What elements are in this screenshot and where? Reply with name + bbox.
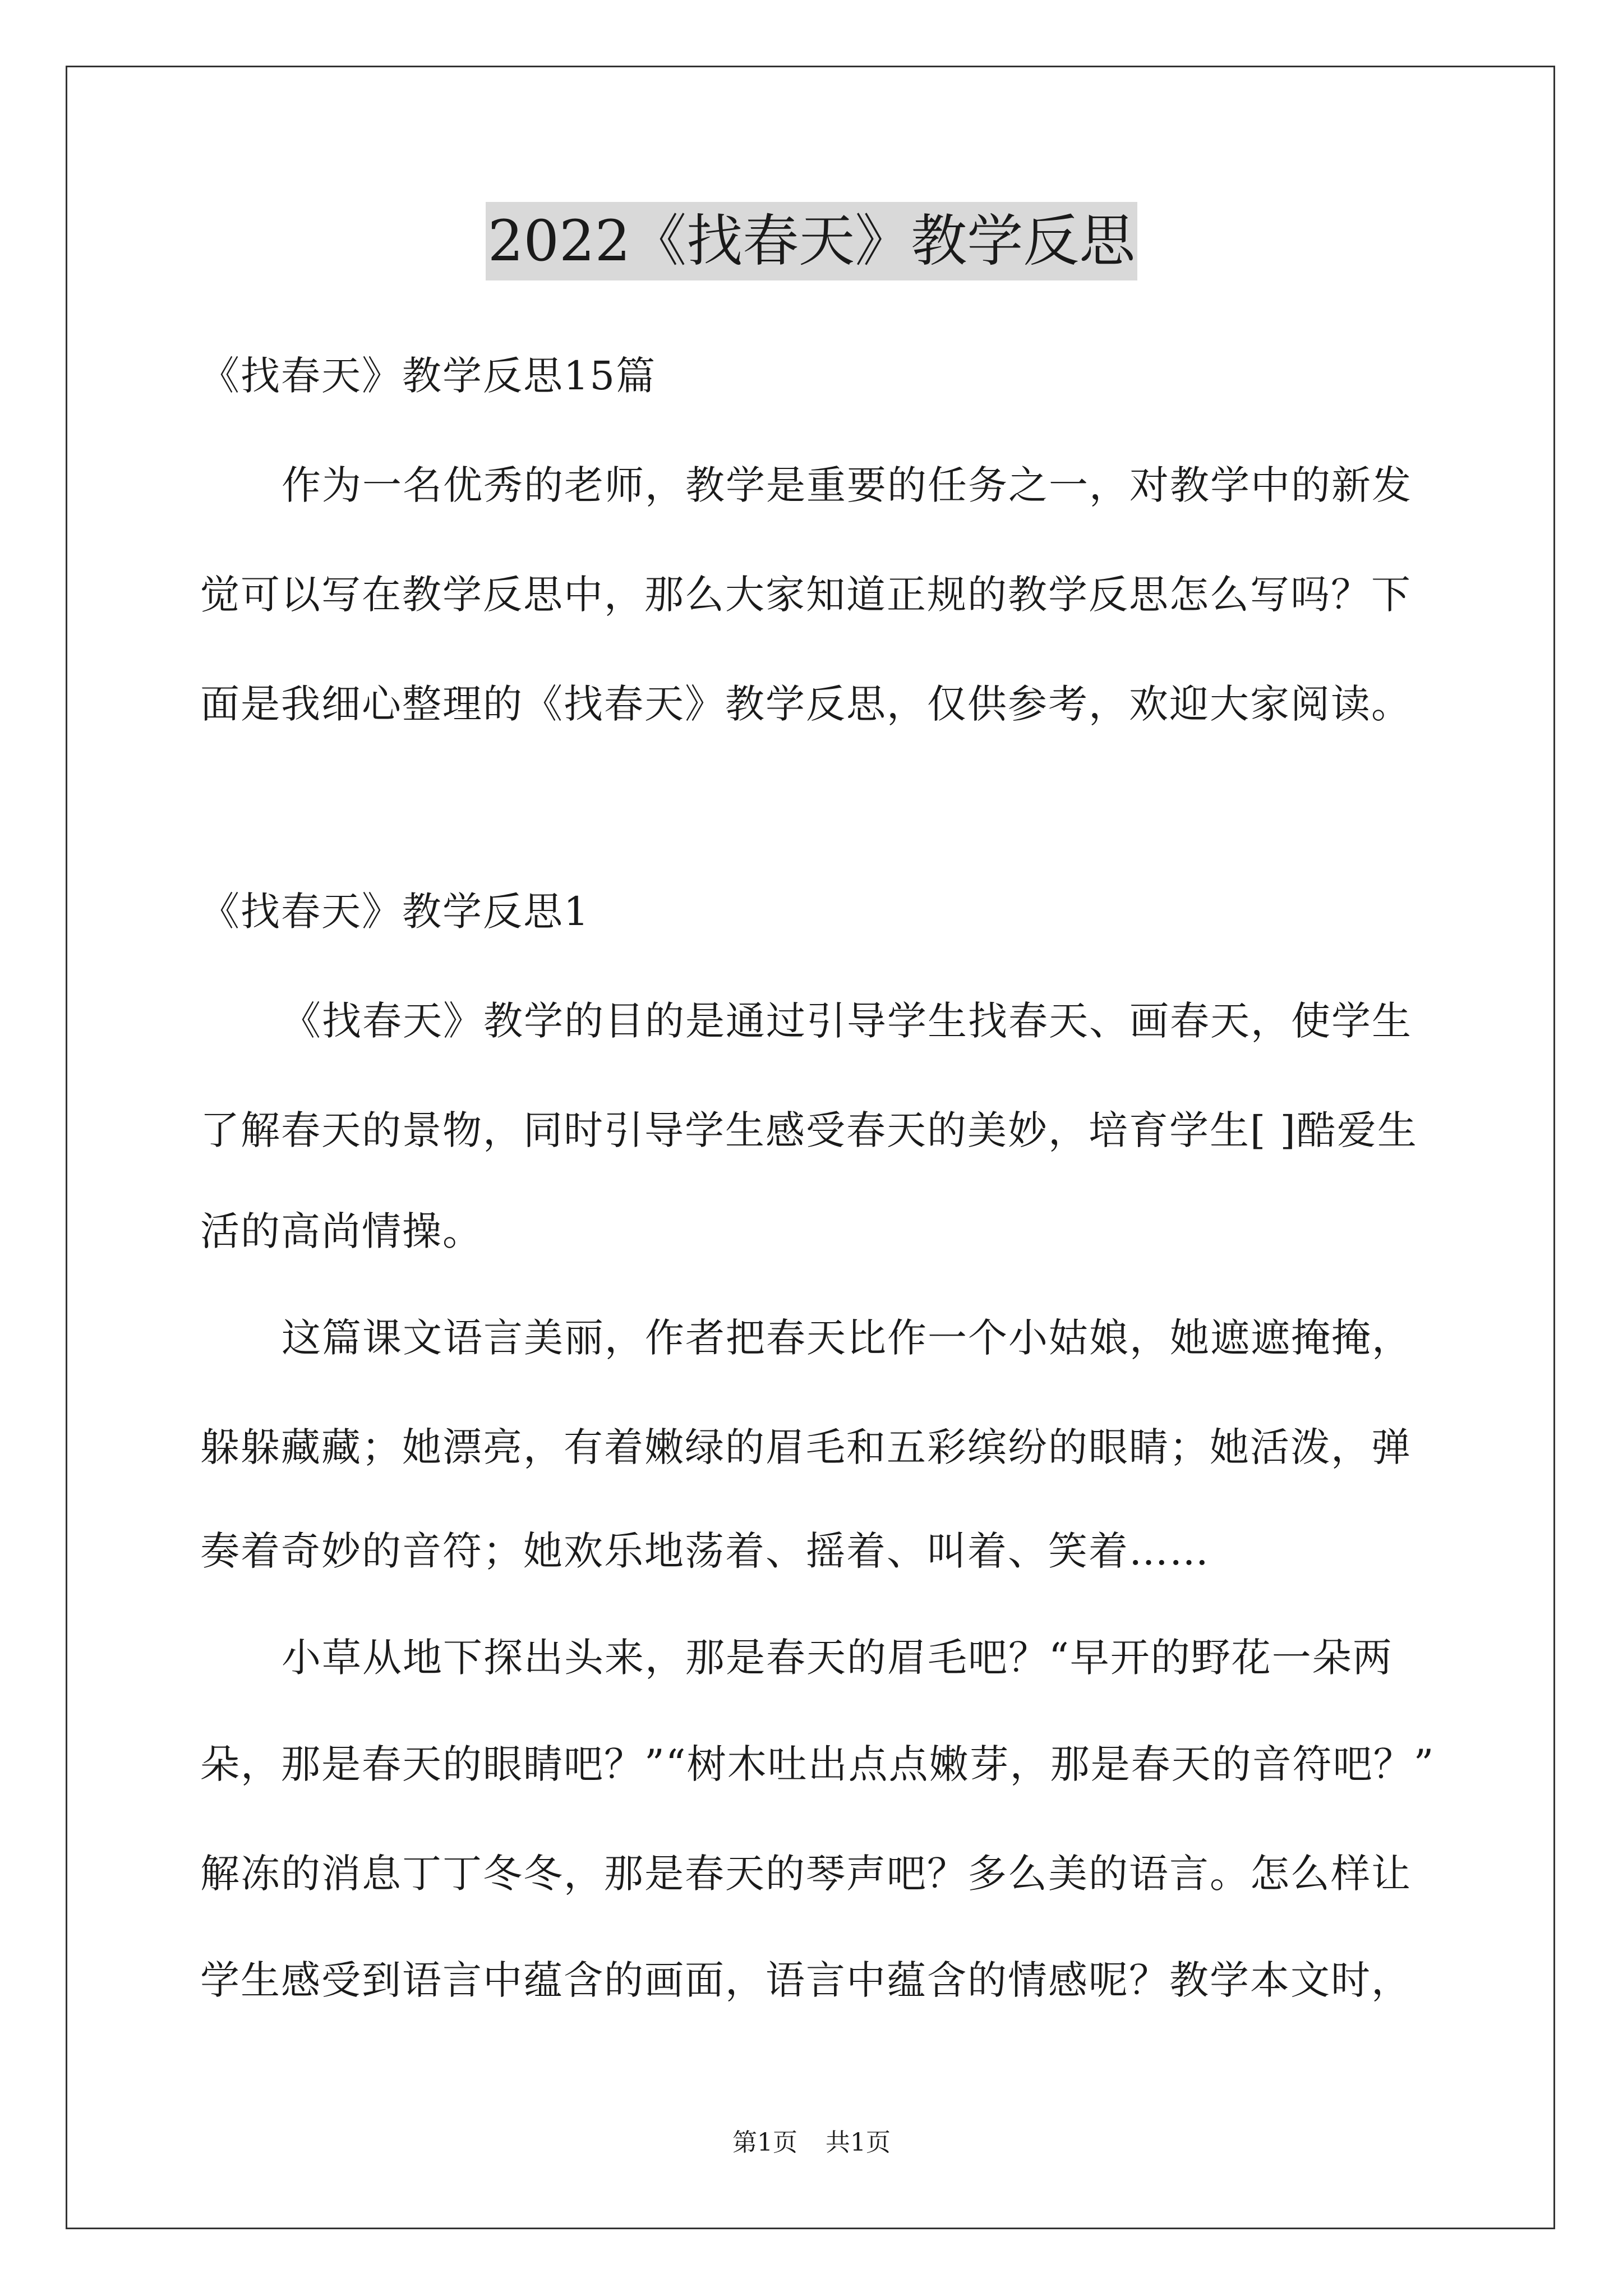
para3-line-2: 朵，那是春天的眼睛吧？”“树木吐出点点嫩芽，那是春天的音符吧？” — [200, 1741, 1435, 1787]
para1-line-3: 活的高尚情操。 — [200, 1208, 483, 1254]
document-title: 2022《找春天》教学反思 — [486, 202, 1138, 280]
page-footer — [0, 2126, 1623, 2160]
intro-line-2: 觉可以写在教学反思中，那么大家知道正规的教学反思怎么写吗？下 — [200, 572, 1412, 618]
para3-line-1: 小草从地下探出头来，那是春天的眉毛吧？“早开的野花一朵两 — [282, 1635, 1393, 1681]
para1-line-1: 《找春天》教学的目的是通过引导学生找春天、画春天，使学生 — [282, 998, 1412, 1044]
para2-line-2: 躲躲藏藏；她漂亮，有着嫩绿的眉毛和五彩缤纷的眼睛；她活泼，弹 — [200, 1424, 1412, 1470]
para2-line-1: 这篇课文语言美丽，作者把春天比作一个小姑娘，她遮遮掩掩， — [282, 1315, 1412, 1361]
para3-line-3: 解冻的消息丁丁冬冬，那是春天的琴声吧？多么美的语言。怎么样让 — [200, 1851, 1412, 1897]
title-container — [0, 202, 1623, 280]
intro-line-3: 面是我细心整理的《找春天》教学反思，仅供参考，欢迎大家阅读。 — [200, 681, 1412, 727]
para1-line-2: 了解春天的景物，同时引导学生感受春天的美妙，培育学生[ ]酷爱生 — [200, 1107, 1418, 1153]
page-number: 第1页 — [732, 2128, 797, 2157]
intro-line-1: 作为一名优秀的老师，教学是重要的任务之一，对教学中的新发 — [282, 462, 1412, 508]
page-total: 共1页 — [826, 2128, 891, 2157]
para3-line-4: 学生感受到语言中蕴含的画面，语言中蕴含的情感呢？教学本文时， — [200, 1957, 1412, 2003]
para2-line-3: 奏着奇妙的音符；她欢乐地荡着、摇着、叫着、笑着…… — [200, 1528, 1210, 1574]
section-heading: 《找春天》教学反思1 — [200, 889, 590, 935]
document-subtitle: 《找春天》教学反思15篇 — [200, 353, 657, 399]
